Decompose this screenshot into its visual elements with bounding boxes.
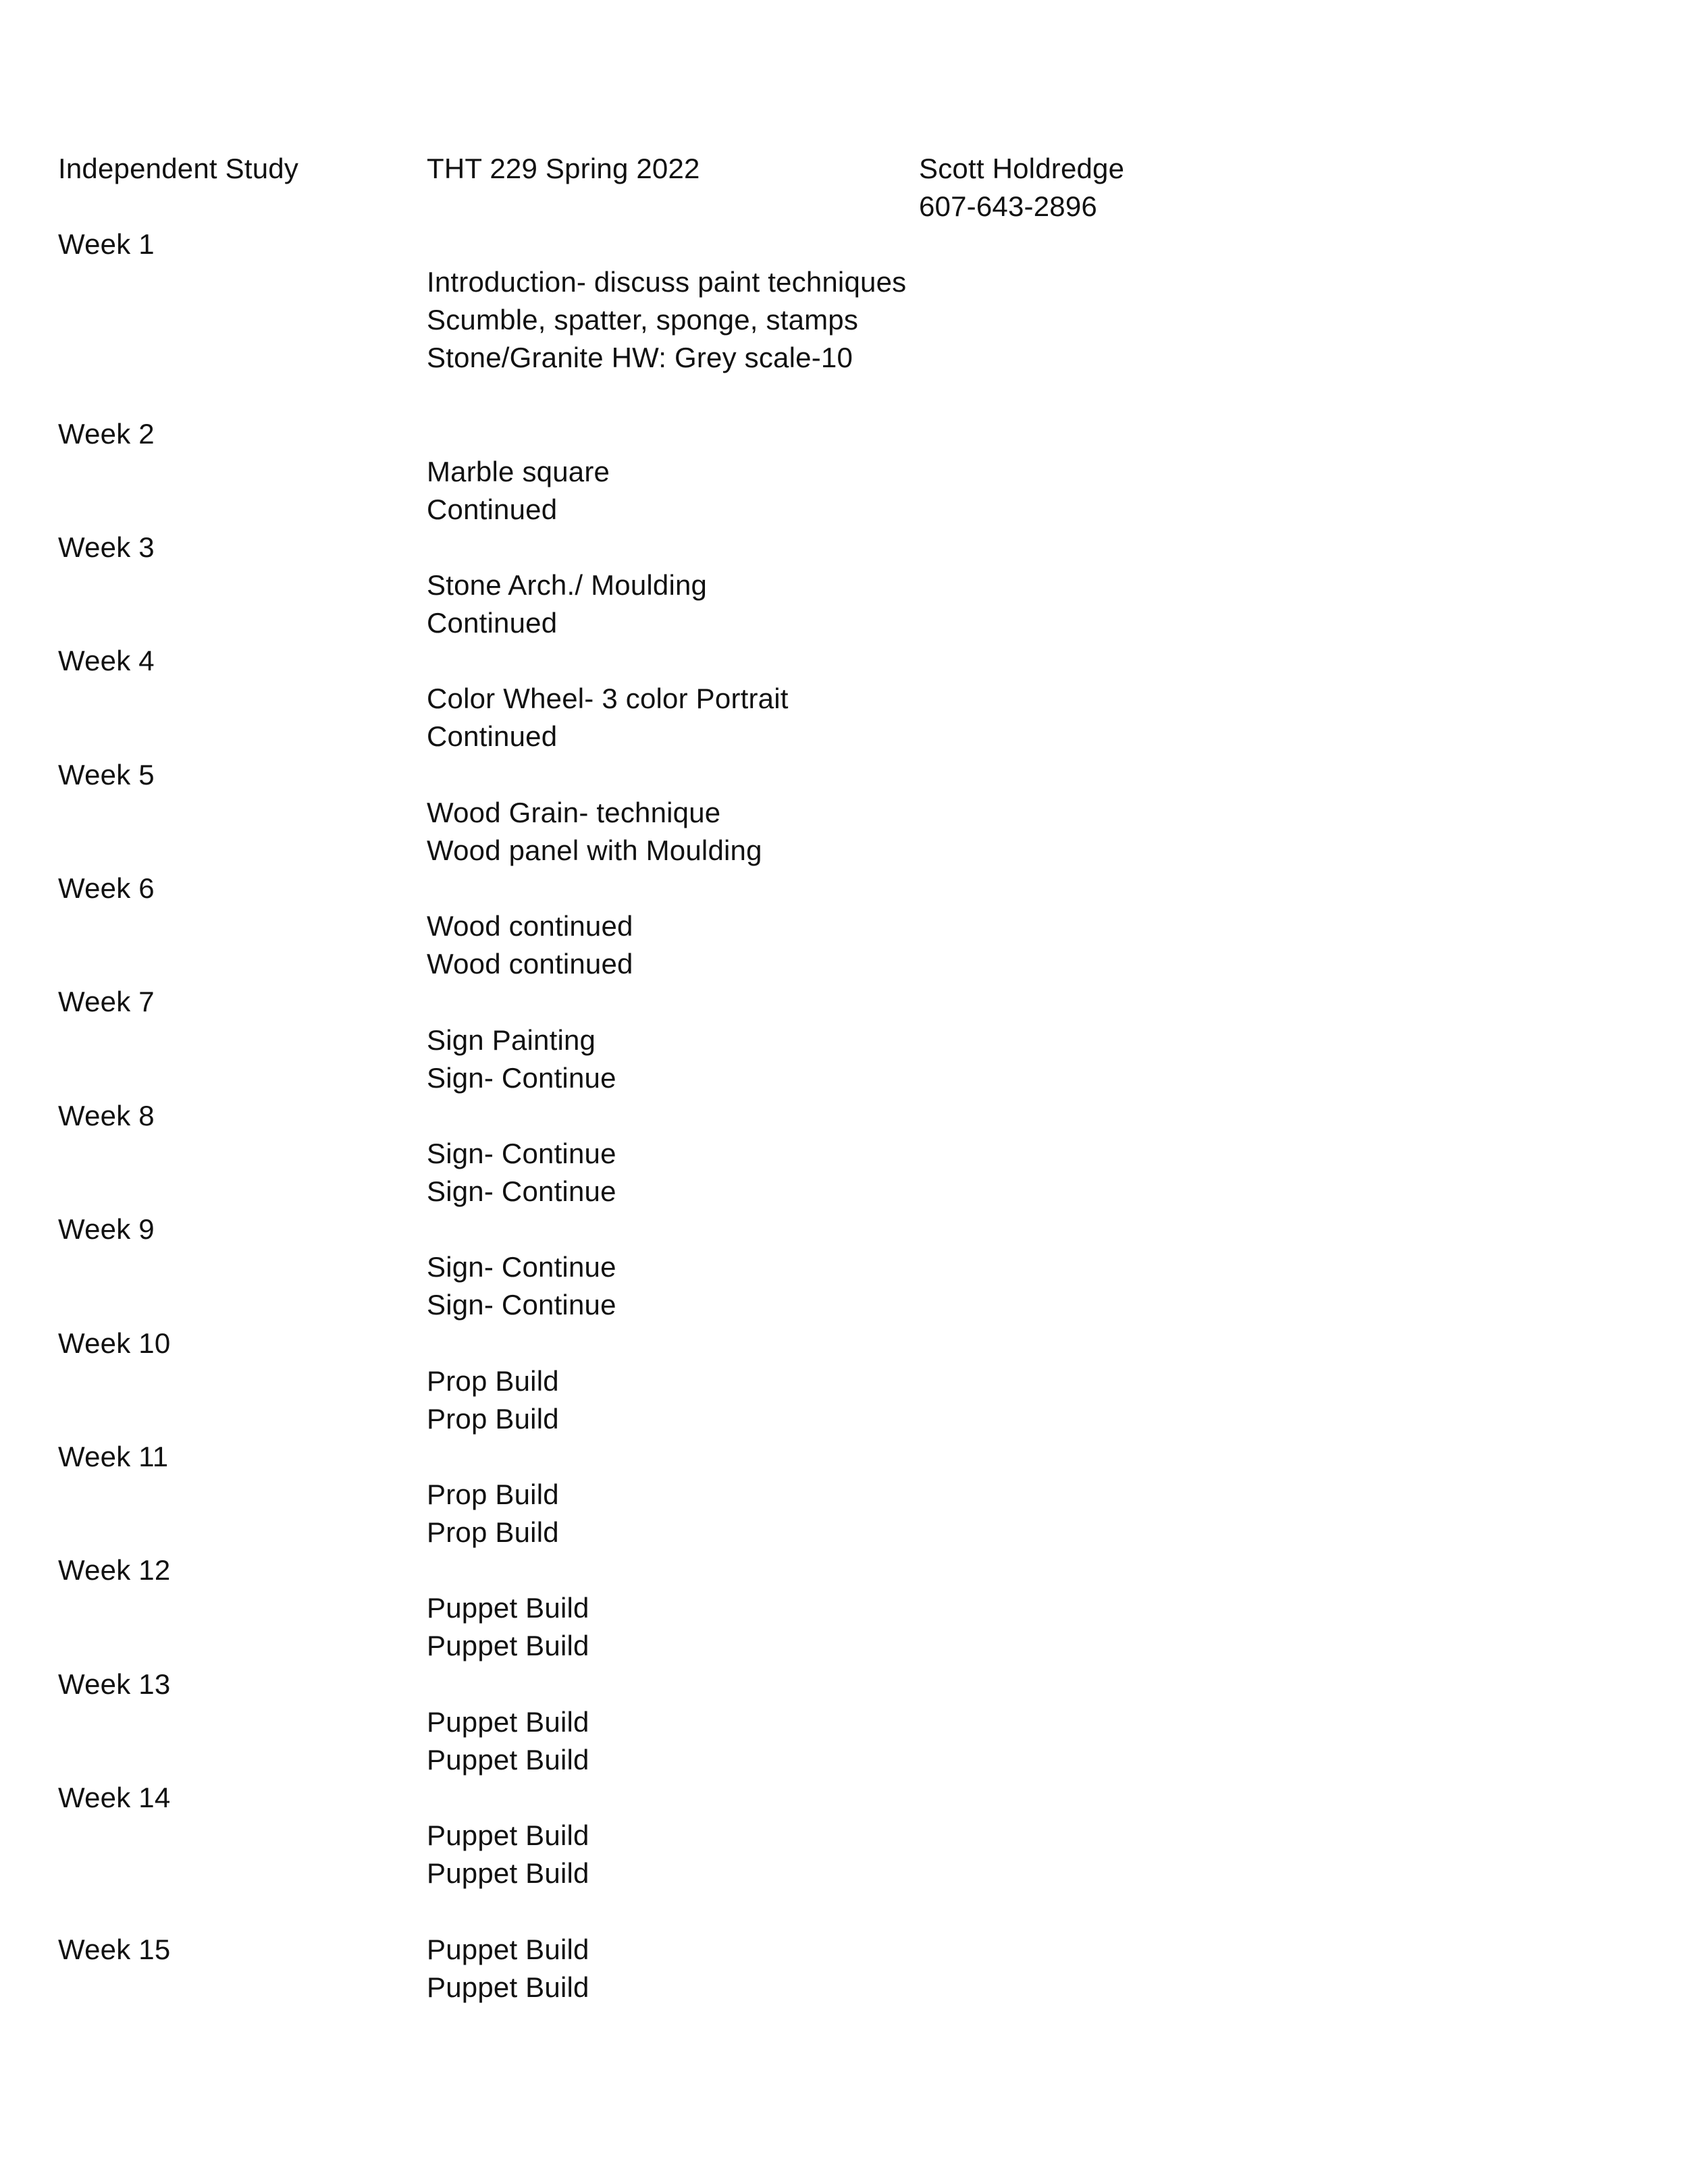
week-topic: Puppet Build [427, 1971, 589, 2003]
week-topic: Marble square [427, 456, 610, 487]
week-label: Week 13 [58, 1668, 171, 1700]
week-topic: Stone Arch./ Moulding [427, 569, 708, 601]
week-label: Week 1 [58, 228, 155, 260]
week-label: Week 14 [58, 1782, 171, 1813]
week-topic: Puppet Build [427, 1592, 589, 1624]
week-topic: Wood continued [427, 910, 633, 942]
week-topic: Puppet Build [427, 1630, 589, 1661]
week-topic: Wood panel with Moulding [427, 834, 762, 866]
week-label: Week 4 [58, 645, 155, 676]
week-topic: Sign- Continue [427, 1062, 616, 1094]
week-label: Week 11 [58, 1441, 169, 1472]
week-topic: Puppet Build [427, 1857, 589, 1889]
week-topic: Stone/Granite HW: Grey scale-10 [427, 342, 853, 373]
week-topic: Continued [427, 494, 558, 525]
week-topic: Puppet Build [427, 1819, 589, 1851]
week-topic: Sign- Continue [427, 1175, 616, 1207]
week-topic: Puppet Build [427, 1706, 589, 1738]
week-label: Week 8 [58, 1100, 155, 1131]
week-topic: Prop Build [427, 1365, 559, 1397]
week-label: Week 15 [58, 1934, 171, 1965]
week-topic: Prop Build [427, 1403, 559, 1435]
week-topic: Prop Build [427, 1516, 559, 1548]
week-topic: Color Wheel- 3 color Portrait [427, 683, 789, 714]
week-topic: Sign- Continue [427, 1251, 616, 1283]
instructor-phone: 607-643-2896 [919, 190, 1097, 222]
week-label: Week 12 [58, 1554, 171, 1586]
course-code: THT 229 Spring 2022 [427, 153, 700, 184]
week-label: Week 2 [58, 418, 155, 450]
week-topic: Introduction- discuss paint techniques [427, 266, 907, 298]
week-topic: Puppet Build [427, 1744, 589, 1776]
week-topic: Wood Grain- technique [427, 797, 721, 828]
week-topic: Sign- Continue [427, 1289, 616, 1321]
week-topic: Continued [427, 720, 558, 752]
week-label: Week 6 [58, 872, 155, 904]
week-label: Week 9 [58, 1213, 155, 1245]
week-topic: Prop Build [427, 1479, 559, 1510]
week-label: Week 7 [58, 986, 155, 1017]
course-type: Independent Study [58, 153, 299, 184]
week-topic: Continued [427, 607, 558, 639]
week-topic: Scumble, spatter, sponge, stamps [427, 304, 859, 336]
instructor-name: Scott Holdredge [919, 153, 1125, 184]
week-label: Week 10 [58, 1327, 171, 1359]
week-label: Week 3 [58, 531, 155, 563]
week-topic: Wood continued [427, 948, 633, 980]
week-label: Week 5 [58, 759, 155, 791]
week-topic: Sign Painting [427, 1024, 596, 1056]
week-topic: Puppet Build [427, 1934, 589, 1965]
week-topic: Sign- Continue [427, 1138, 616, 1169]
